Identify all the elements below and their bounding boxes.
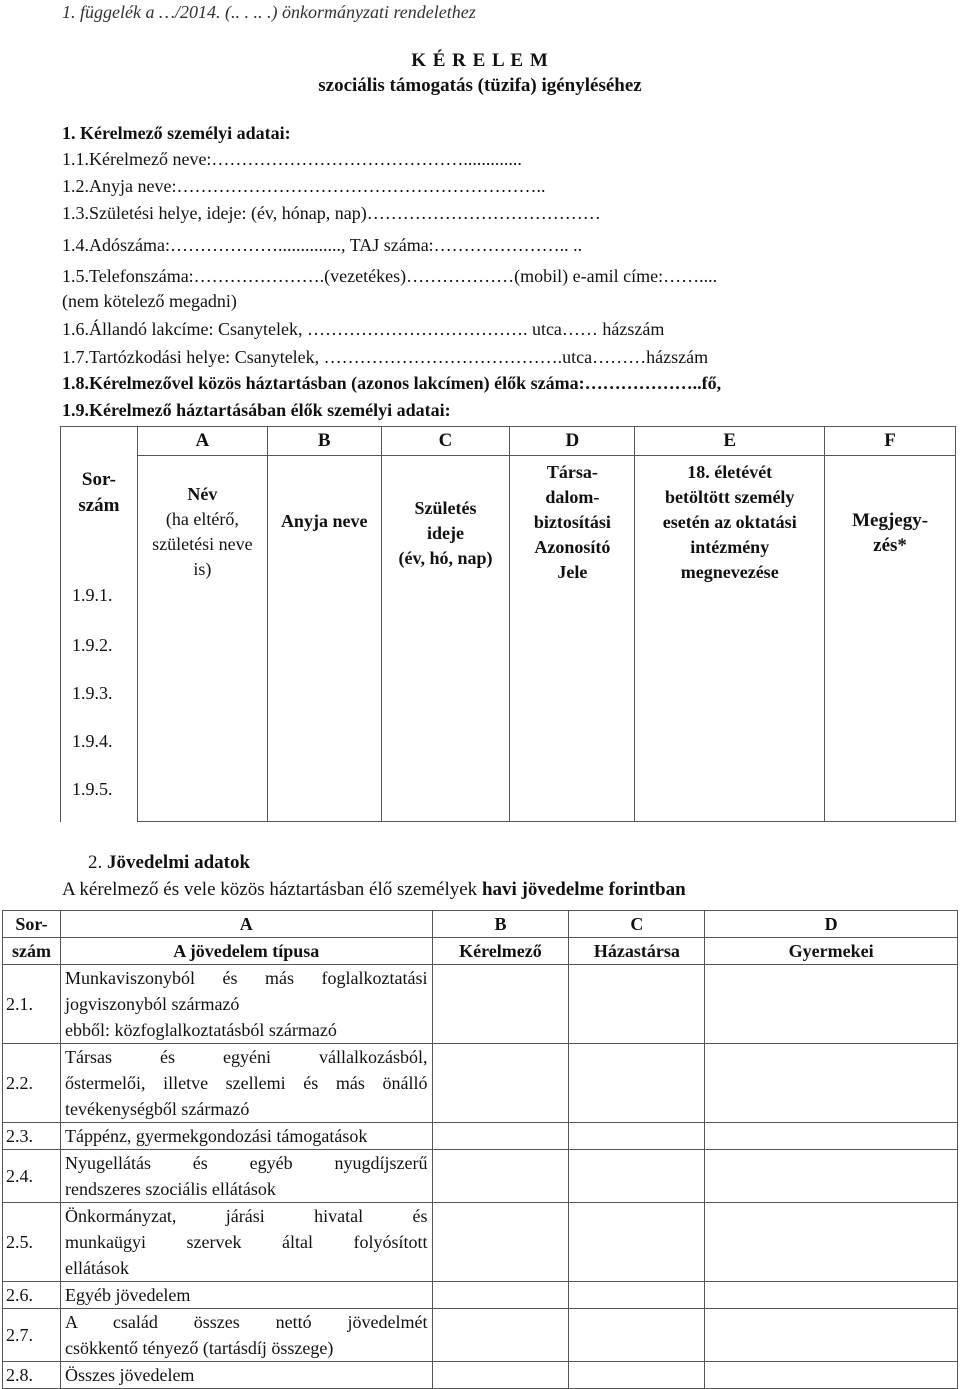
field-applicant-name[interactable]: 1.1.Kérelmező neve:……………………………………............. — [62, 149, 522, 169]
desc-line: Egyéb jövedelem — [64, 1285, 191, 1305]
input-cell[interactable] — [432, 1309, 569, 1362]
input-cell[interactable] — [705, 1123, 958, 1150]
row-num: 2.6. — [3, 1282, 61, 1309]
col-name-bold: Név — [187, 484, 218, 504]
desc-line: ellátások — [64, 1258, 129, 1278]
input-cell[interactable] — [569, 1150, 705, 1203]
desc-line: őstermelői, illetve szellemi és más önálló — [64, 1073, 428, 1093]
col-note-label: Megjegy- zés* — [852, 510, 929, 556]
input-cell[interactable] — [432, 1123, 569, 1150]
col-mother-header — [267, 456, 381, 822]
field-residence-address[interactable]: 1.7.Tartózkodási helye: Csanytelek, ………………………………….utca………házszám — [62, 347, 709, 367]
row-num: 2.1. — [3, 965, 61, 1044]
desc-line: ebből: közfoglalkoztatásból származó — [64, 1020, 337, 1040]
section2-intro-bold: havi jövedelme forintban — [481, 879, 686, 900]
section1-heading: 1. Kérelmező személyi adatai: — [62, 123, 291, 143]
input-cell[interactable] — [569, 1203, 705, 1282]
field-household-count[interactable]: 1.8.Kérelmezővel közös háztartásban (azonos lakcímen) élők száma:………………..fő, — [62, 373, 722, 393]
col-taj-header — [510, 456, 635, 822]
row-num: 2.4. — [3, 1150, 61, 1203]
row-desc — [60, 1203, 432, 1282]
row-desc — [60, 965, 432, 1044]
sorszam-cell — [61, 427, 138, 822]
row-desc — [60, 1044, 432, 1123]
row-label-2: 1.9.2. — [72, 635, 113, 655]
row-desc — [60, 1123, 432, 1150]
field-birth-place-date[interactable]: 1.3.Születési helye, ideje: (év, hónap, nap)………………………………… — [62, 203, 601, 223]
t2-header-children: Gyermekei — [705, 938, 958, 965]
desc-line: Önkormányzat, járási hivatal és — [64, 1206, 428, 1226]
input-cell[interactable] — [432, 1150, 569, 1203]
input-cell[interactable] — [569, 1309, 705, 1362]
input-cell[interactable] — [569, 1282, 705, 1309]
desc-line: Táppénz, gyermekgondozási támogatások — [64, 1126, 368, 1146]
col-birth-header — [381, 456, 510, 822]
table-row — [3, 1362, 958, 1389]
input-cell[interactable] — [705, 1282, 958, 1309]
optional-note: (nem kötelező megadni) — [62, 291, 237, 311]
field-mother-name[interactable]: 1.2.Anyja neve:…………………………………………………….. — [62, 176, 546, 196]
input-cell[interactable] — [705, 1150, 958, 1203]
section2-heading — [88, 852, 250, 874]
desc-line: A család összes nettó jövedelmét — [64, 1312, 428, 1332]
t2-letter-a: A — [60, 911, 432, 938]
desc-line: Nyugellátás és egyéb nyugdíjszerű — [64, 1153, 428, 1173]
row-num: 2.8. — [3, 1362, 61, 1389]
input-cell[interactable] — [705, 1044, 958, 1123]
table-row — [3, 1123, 958, 1150]
col-taj-label: Társa- dalom- biztosítási Azonosító Jele — [533, 462, 611, 582]
col-birth-label: Születés ideje (év, hó, nap) — [398, 498, 493, 568]
input-cell[interactable] — [569, 1123, 705, 1150]
section2-intro-plain: A kérelmező és vele közös háztartásban élő személyek — [62, 879, 482, 900]
row-label-1: 1.9.1. — [72, 585, 113, 605]
row-num: 2.2. — [3, 1044, 61, 1123]
income-table — [2, 910, 958, 1389]
table-row — [3, 1282, 958, 1309]
t2-sor: Sor- — [3, 911, 61, 938]
row-desc — [60, 1362, 432, 1389]
field-tax-taj[interactable]: 1.4.Adószáma:……………….............., TAJ száma:………………….. .. — [62, 235, 583, 255]
col-school-label: 18. életévét betöltött személy esetén az oktatási intézmény megnevezése — [662, 462, 797, 582]
input-cell[interactable] — [705, 1362, 958, 1389]
field-permanent-address[interactable]: 1.6.Állandó lakcíme: Csanytelek, ………………………………. utca…… házszám — [62, 319, 665, 339]
desc-line: csökkentő tényező (tartásdíj összege) — [64, 1338, 334, 1358]
table-row — [3, 965, 958, 1044]
col-letter-e: E — [635, 427, 825, 456]
table-row — [3, 1150, 958, 1203]
col-letter-f: F — [825, 427, 956, 456]
t2-letter-d: D — [705, 911, 958, 938]
desc-line: Összes jövedelem — [64, 1365, 195, 1385]
input-cell[interactable] — [432, 1044, 569, 1123]
input-cell[interactable] — [705, 1309, 958, 1362]
desc-line: Társas és egyéni vállalkozásból, — [64, 1047, 428, 1067]
document-subtitle: szociális támogatás (tüzifa) igényléséhez — [318, 75, 642, 96]
table-row — [3, 1203, 958, 1282]
table-row — [3, 1309, 958, 1362]
row-label-3: 1.9.3. — [72, 683, 113, 703]
t2-szam: szám — [3, 938, 61, 965]
household-data-heading: 1.9.Kérelmező háztartásában élők személyi adatai: — [62, 400, 451, 420]
t2-header-type: A jövedelem típusa — [60, 938, 432, 965]
input-cell[interactable] — [569, 1362, 705, 1389]
row-num: 2.3. — [3, 1123, 61, 1150]
input-cell[interactable] — [432, 1362, 569, 1389]
desc-line: tevékenységből származó — [64, 1099, 250, 1119]
desc-line: rendszeres szociális ellátások — [64, 1179, 276, 1199]
field-phone-email[interactable]: 1.5.Telefonszáma:………………….(vezetékes)………………(mobil) e-amil címe:…….... — [62, 266, 718, 286]
col-note-header — [825, 456, 956, 822]
document-title: K É R E L E M — [411, 50, 549, 71]
col-letter-d: D — [510, 427, 635, 456]
row-label-5: 1.9.5. — [72, 779, 113, 799]
household-members-table — [60, 426, 956, 822]
input-cell[interactable] — [705, 1203, 958, 1282]
col-letter-b: B — [267, 427, 381, 456]
t2-letter-c: C — [569, 911, 705, 938]
table-row — [3, 1044, 958, 1123]
input-cell[interactable] — [569, 965, 705, 1044]
col-mother-label: Anyja neve — [280, 511, 368, 531]
desc-line: Munkaviszonyból és más foglalkoztatási — [64, 968, 428, 988]
input-cell[interactable] — [432, 1282, 569, 1309]
t2-header-spouse: Házastársa — [569, 938, 705, 965]
col-school-header — [635, 456, 825, 822]
desc-line: jogviszonyból származó — [64, 994, 240, 1014]
input-cell[interactable] — [569, 1044, 705, 1123]
t2-header-applicant: Kérelmező — [432, 938, 569, 965]
col-name-note: (ha eltérő, születési neve is) — [152, 509, 253, 579]
input-cell[interactable] — [432, 1203, 569, 1282]
input-cell[interactable] — [705, 965, 958, 1044]
section2-num: 2. — [88, 852, 103, 873]
row-desc — [60, 1150, 432, 1203]
header-note: 1. függelék a …/2014. (.. . .. .) önkormányzati rendelethez — [62, 2, 476, 22]
col-letter-a: A — [137, 427, 267, 456]
t2-letter-b: B — [432, 911, 569, 938]
row-desc — [60, 1309, 432, 1362]
row-desc — [60, 1282, 432, 1309]
row-num: 2.7. — [3, 1309, 61, 1362]
desc-line: munkaügyi szervek által folyósított — [64, 1232, 428, 1252]
section2-intro — [62, 879, 686, 901]
row-num: 2.5. — [3, 1203, 61, 1282]
row-label-4: 1.9.4. — [72, 731, 113, 751]
col-letter-c: C — [381, 427, 510, 456]
section2-title: Jövedelmi adatok — [107, 852, 251, 873]
input-cell[interactable] — [432, 965, 569, 1044]
sorszam-header: Sor- szám — [78, 469, 120, 516]
col-name-header — [137, 456, 267, 822]
